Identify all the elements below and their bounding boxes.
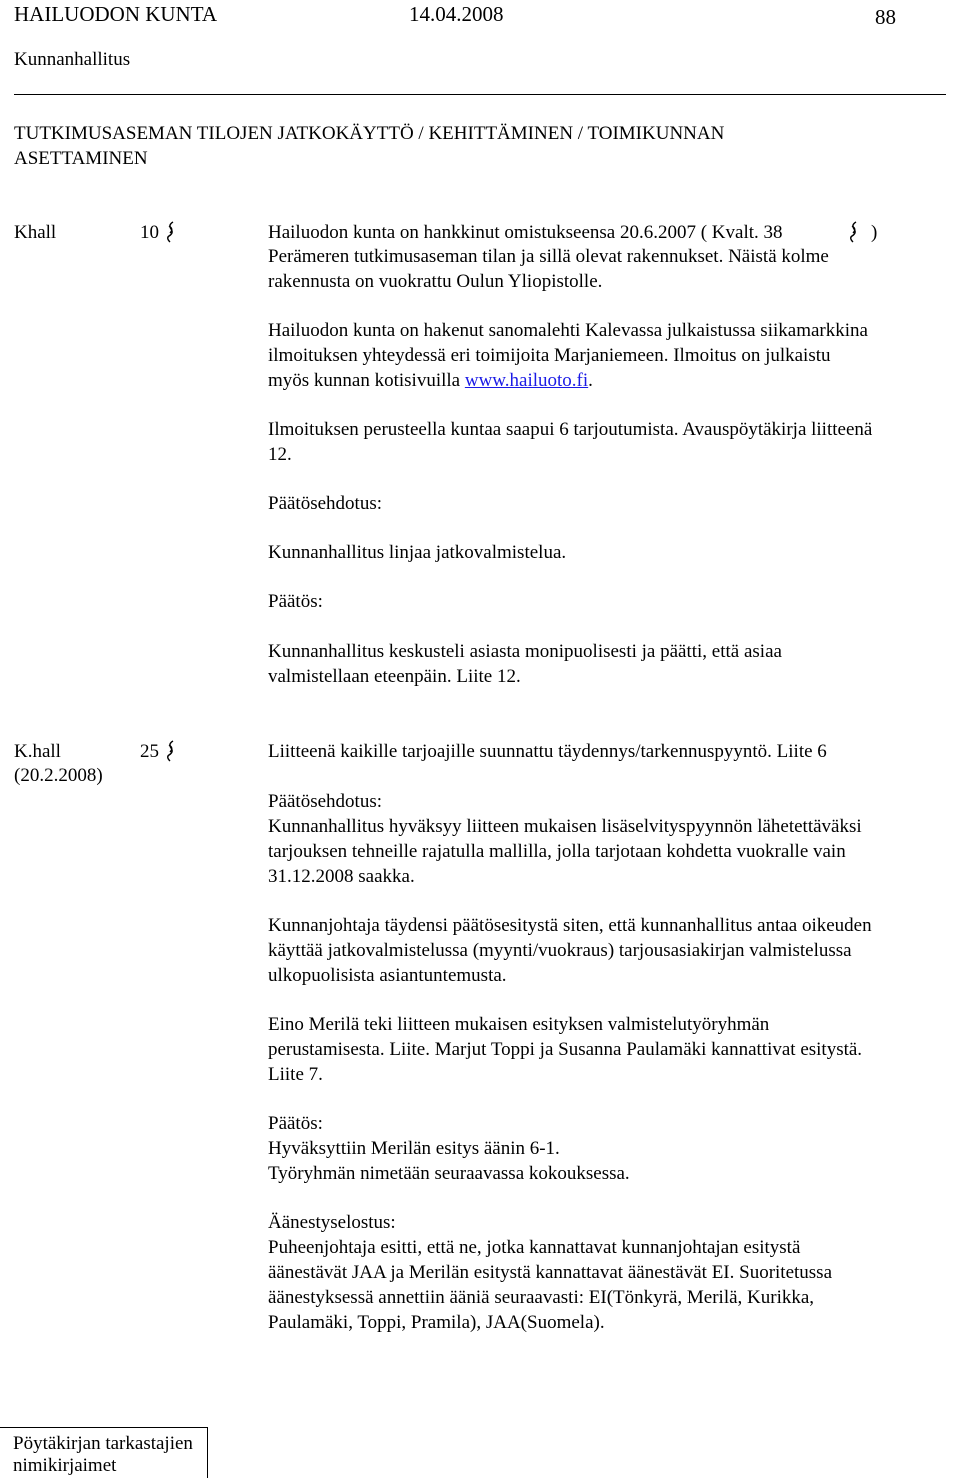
section2-proposal-line3: 31.12.2008 saakka. [268,866,415,887]
section2-vote-line2: äänestävät JAA ja Merilän esitystä kannattavat äänestävät EI. Suoritetussa [268,1262,833,1283]
section2-vote-line4: Paulamäki, Toppi, Pramila), JAA(Suomela). [268,1312,605,1333]
agenda-title-line1: TUTKIMUSASEMAN TILOJEN JATKOKÄYTTÖ / KEHITTÄMINEN / TOIMIKUNNAN [14,123,725,144]
header-rule [14,94,946,95]
section2-vote-line3: äänestyksessä annettiin ääniä seuraavasti: EI(Tönkyrä, Merilä, Kurikka, [268,1287,815,1308]
footer-label-line2: nimikirjaimet [13,1455,117,1476]
section2-manager-line3: ulkopuolisista asiantuntemusta. [268,965,507,986]
section1-proposal-label: Päätösehdotus: [268,493,382,514]
section1-para3-line1: Ilmoituksen perusteella kuntaa saapui 6 tarjoutumista. Avauspöytäkirja liitteenä [268,419,873,440]
section2-decision-line1: Hyväksyttiin Merilän esitys äänin 6-1. [268,1138,560,1159]
section1-proposal-text: Kunnanhallitus linjaa jatkovalmistelua. [268,542,567,563]
section2-vote-line1: Puheenjohtaja esitti, että ne, jotka kannattavat kunnanjohtajan esitystä [268,1237,801,1258]
section2-manager-line2: käyttää jatkovalmistelussa (myynti/vuokraus) tarjousasiakirjan valmistelussa [268,940,852,961]
section1-para2-line1: Hailuodon kunta on hakenut sanomalehti Kalevassa julkaistussa siikamarkkina [268,320,868,341]
section1-para3-line2: 12. [268,444,292,465]
hailuoto-website-link[interactable]: www.hailuoto.fi [464,370,589,391]
section2-proposal-line1: Kunnanhallitus hyväksyy liitteen mukaisen lisäselvityspyynnön lähetettäväksi [268,816,862,837]
footer-label-line1: Pöytäkirjan tarkastajien [13,1433,193,1454]
section2-merila-line1: Eino Merilä teki liitteen mukaisen esityksen valmistelutyöryhmän [268,1014,770,1035]
section1-intro-line1: Hailuodon kunta on hankkinut omistukseensa 20.6.2007 ( Kvalt. 38 [268,222,783,243]
agenda-title-line2: ASETTAMINEN [14,148,148,169]
section1-decision-line1: Kunnanhallitus keskusteli asiasta monipuolisesti ja päätti, että asiaa [268,641,782,662]
section2-decision-label: Päätös: [268,1113,323,1134]
section2-merila-line2: perustamisesta. Liite. Marjut Toppi ja Susanna Paulamäki kannattivat esitystä. [268,1039,863,1060]
section1-ref-body: Khall [14,222,57,243]
section1-para2-line3 [268,369,593,393]
section2-decision-line2: Työryhmän nimetään seuraavassa kokouksessa. [268,1163,630,1184]
municipality-name: HAILUODON KUNTA [14,2,218,26]
section2-intro: Liitteenä kaikille tarjoajille suunnattu täydennys/tarkennuspyyntö. Liite 6 [268,741,827,762]
section2-ref-body: K.hall [14,741,61,762]
section2-ref-date: (20.2.2008) [14,765,103,786]
section2-vote-label: Äänestyselostus: [268,1212,396,1233]
section2-proposal-label: Päätösehdotus: [268,791,382,812]
section2-proposal-line2: tarjouksen tehneille rajatulla mallilla, jolla tarjotaan kohdetta vuokralle vain [268,841,846,862]
section2-ref-number: 25 [140,741,159,762]
section1-para2-line2: ilmoituksen yhteydessä eri toimijoita Marjaniemeen. Ilmoitus on julkaistu [268,345,831,366]
page-number: 88 [875,5,896,29]
para2-suffix: . [588,370,593,391]
section2-merila-line3: Liite 7. [268,1064,323,1085]
section1-decision-line2: valmistellaan eteenpäin. Liite 12. [268,666,521,687]
section1-ref-number: 10 [140,222,159,243]
body-name: Kunnanhallitus [14,49,131,70]
section-sign-icon [849,220,859,246]
section1-decision-label: Päätös: [268,591,323,612]
section1-intro-line2: Perämeren tutkimusaseman tilan ja sillä olevat rakennukset. Näistä kolme [268,246,829,267]
section-sign-icon [166,220,176,246]
para2-prefix: myös kunnan kotisivuilla [268,370,465,391]
document-date: 14.04.2008 [409,2,504,26]
section1-intro-line3: rakennusta on vuokrattu Oulun Yliopistolle. [268,271,603,292]
section-sign-icon [166,739,176,765]
section2-manager-line1: Kunnanjohtaja täydensi päätösesitystä siten, että kunnanhallitus antaa oikeuden [268,915,872,936]
section1-intro-close: ) [871,222,878,243]
